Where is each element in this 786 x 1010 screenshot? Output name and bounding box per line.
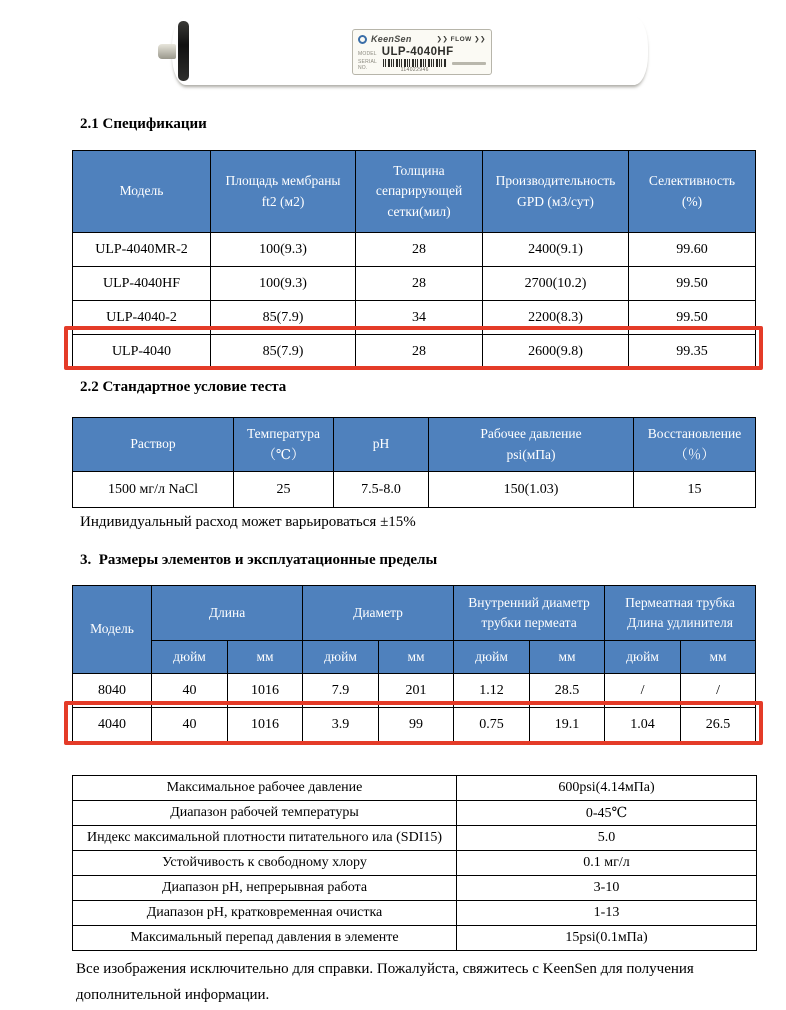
header-cell-recovery: Восстановление （％） [634, 418, 756, 472]
table-cell: 99.35 [629, 335, 756, 369]
table-cell: 4040 [73, 708, 152, 742]
limit-value: 3-10 [457, 876, 757, 901]
subheader-cell: мм [681, 641, 756, 674]
limit-value: 600psi(4.14мПа) [457, 776, 757, 801]
limit-name: Индекс максимальной плотности питательного ила (SDI15) [73, 826, 457, 851]
header-cell-pressure: Рабочее давление psi(мПа) [429, 418, 634, 472]
header-cell-model: Модель [73, 151, 211, 233]
test-header-row [73, 418, 756, 472]
table-row [73, 901, 757, 926]
table-row [73, 472, 756, 508]
table-row [73, 926, 757, 951]
table-cell: 201 [379, 674, 454, 708]
limits-table [72, 775, 757, 951]
note-tolerance: Индивидуальный расход может варьироваться ±15% [80, 514, 416, 530]
subheader-cell: дюйм [454, 641, 530, 674]
table-row-highlighted [73, 335, 756, 369]
table-cell: / [605, 674, 681, 708]
subheader-cell: мм [228, 641, 303, 674]
header-cell-permeate-tube-ext: Пермеатная трубка Длина удлинителя [605, 586, 756, 641]
table-row [73, 876, 757, 901]
table-cell: ULP-4040-2 [73, 301, 211, 335]
footer-note: Все изображения исключительно для справки. Пожалуйста, свяжитесь с KeenSen для получения дополнительной информации. [76, 961, 694, 1004]
table-cell: 28 [356, 233, 483, 267]
limit-name: Устойчивость к свободному хлору [73, 851, 457, 876]
section-title-specifications: 2.1 Спецификации [80, 116, 207, 132]
subheader-cell: дюйм [152, 641, 228, 674]
table-cell: 40 [152, 674, 228, 708]
section-title-dimensions: 3. Размеры элементов и эксплуатационные пределы [80, 552, 438, 568]
limit-value: 15psi(0.1мПа) [457, 926, 757, 951]
table-cell: 28 [356, 267, 483, 301]
brand-logo-icon [358, 35, 367, 44]
header-cell-spacer-thickness: Толщина сепарирующей сетки(мил) [356, 151, 483, 233]
table-cell: ULP-4040HF [73, 267, 211, 301]
subheader-cell: дюйм [303, 641, 379, 674]
table-cell: 99.60 [629, 233, 756, 267]
table-cell: 99 [379, 708, 454, 742]
table-cell: 28.5 [530, 674, 605, 708]
table-cell: 2400(9.1) [483, 233, 629, 267]
limit-value: 5.0 [457, 826, 757, 851]
membrane-end-cap [178, 21, 189, 81]
subheader-cell: дюйм [605, 641, 681, 674]
membrane-fitting-nub [158, 44, 176, 59]
header-cell-selectivity: Селективность (%) [629, 151, 756, 233]
table-cell: 150(1.03) [429, 472, 634, 508]
model-label: MODEL [358, 51, 377, 57]
model-value: ULP-4040HF [381, 46, 454, 58]
table-cell: 85(7.9) [211, 301, 356, 335]
table-cell: 1016 [228, 708, 303, 742]
table-cell: ULP-4040 [73, 335, 211, 369]
limit-name: Диапазон pH, кратковременная очистка [73, 901, 457, 926]
brand-name: KeenSen [371, 34, 412, 44]
table-cell: 2700(10.2) [483, 267, 629, 301]
header-cell-permeate-tube-id: Внутренний диаметр трубки пермеата [454, 586, 605, 641]
table-row [73, 826, 757, 851]
limit-name: Максимальное рабочее давление [73, 776, 457, 801]
dims-subheader-row [73, 641, 756, 674]
table-cell: 85(7.9) [211, 335, 356, 369]
table-cell: 3.9 [303, 708, 379, 742]
flow-arrows-icon: ❯❯ FLOW ❯❯ [436, 36, 486, 43]
table-cell: 1.12 [454, 674, 530, 708]
limit-name: Диапазон pH, непрерывная работа [73, 876, 457, 901]
dims-header-row [73, 586, 756, 641]
header-cell-ph: pH [334, 418, 429, 472]
fine-print-bar [452, 62, 486, 65]
header-cell-temperature: Температура （℃） [234, 418, 334, 472]
header-cell-model: Модель [73, 586, 152, 674]
table-cell: 28 [356, 335, 483, 369]
table-cell: 1016 [228, 674, 303, 708]
dimensions-table [72, 585, 756, 742]
subheader-cell: мм [379, 641, 454, 674]
table-cell: 34 [356, 301, 483, 335]
limit-value: 0.1 мг/л [457, 851, 757, 876]
table-row [73, 233, 756, 267]
spec-header-row [73, 151, 756, 233]
test-conditions-table [72, 417, 756, 508]
spec-table [72, 150, 756, 369]
header-cell-solution: Раствор [73, 418, 234, 472]
table-row [73, 851, 757, 876]
limit-value: 1-13 [457, 901, 757, 926]
limit-name: Диапазон рабочей температуры [73, 801, 457, 826]
header-cell-length: Длина [152, 586, 303, 641]
table-cell: 19.1 [530, 708, 605, 742]
limit-name: Максимальный перепад давления в элементе [73, 926, 457, 951]
limit-value: 0-45℃ [457, 801, 757, 826]
product-label [352, 29, 492, 75]
table-cell: 15 [634, 472, 756, 508]
table-row [73, 776, 757, 801]
table-cell: 2600(9.8) [483, 335, 629, 369]
product-photo [158, 12, 650, 92]
table-row-highlighted [73, 708, 756, 742]
serial-value: 114022946 [400, 67, 429, 73]
table-cell: 99.50 [629, 267, 756, 301]
table-cell: 40 [152, 708, 228, 742]
serial-label: SERIAL NO. [358, 59, 377, 71]
table-cell: 26.5 [681, 708, 756, 742]
table-row [73, 801, 757, 826]
table-cell: 8040 [73, 674, 152, 708]
table-cell: ULP-4040MR-2 [73, 233, 211, 267]
table-cell: 99.50 [629, 301, 756, 335]
table-cell: / [681, 674, 756, 708]
subheader-cell: мм [530, 641, 605, 674]
header-cell-productivity: Производительность GPD (м3/сут) [483, 151, 629, 233]
table-cell: 0.75 [454, 708, 530, 742]
table-cell: 2200(8.3) [483, 301, 629, 335]
header-cell-diameter: Диаметр [303, 586, 454, 641]
table-row [73, 674, 756, 708]
table-cell: 7.5-8.0 [334, 472, 429, 508]
table-cell: 100(9.3) [211, 267, 356, 301]
table-cell: 7.9 [303, 674, 379, 708]
table-cell: 1500 мг/л NaCl [73, 472, 234, 508]
table-cell: 25 [234, 472, 334, 508]
barcode [383, 59, 447, 67]
table-cell: 1.04 [605, 708, 681, 742]
section-title-test-conditions: 2.2 Стандартное условие теста [80, 379, 287, 395]
header-cell-membrane-area: Площадь мембраны ft2 (м2) [211, 151, 356, 233]
table-row [73, 267, 756, 301]
table-row [73, 301, 756, 335]
table-cell: 100(9.3) [211, 233, 356, 267]
